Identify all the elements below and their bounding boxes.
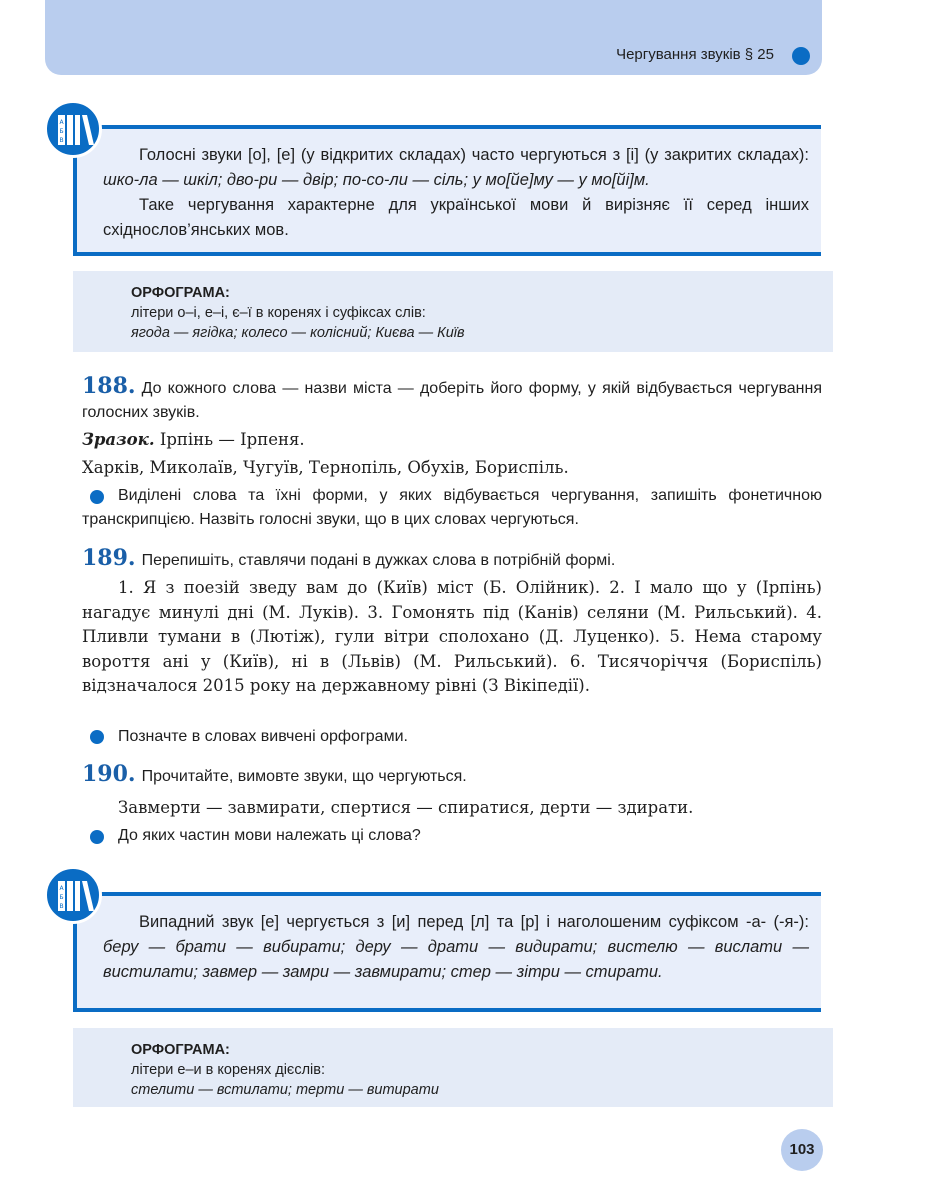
rule-paragraph: Таке чергування характерне для української мови й вирізняє її серед інших східнослов’янських мов.	[103, 196, 809, 239]
rule-box-alternation	[73, 892, 821, 1012]
svg-text:А: А	[59, 119, 64, 126]
exercise-189-text: 1. Я з поезій зведу вам до (Київ) міст (Б. Олійник). 2. І мало що у (Ірпінь) нагадує минулі дні (М. Луків). 3. Гомонять під (Канів) селяни (М. Рильський). 4. Пливли тумани в (Лютіж), гули вітри сполохано (Д. Луценко). 5. Нема старому вороття ані у (Київ), ні в (Львів) (М. Рильський). 6. Тисячоріччя (Бориспіль) відзначалося 2015 року на державному рівні (З Вікіпедії).	[82, 578, 822, 695]
orthogram-example: стелити — встилати; терти — витирати	[131, 1082, 439, 1098]
bullet-icon	[90, 730, 104, 744]
rule-box-vowels	[73, 125, 821, 256]
svg-text:В: В	[59, 137, 64, 144]
svg-text:Б: Б	[59, 894, 64, 901]
orthogram-title: ОРФОГРАМА:	[131, 285, 230, 301]
orthogram-rule: літери о–і, е–і, є–ї в коренях і суфіксах слів:	[131, 305, 426, 321]
exercise-188-task: 188. До кожного слова — назви міста — доберіть його форму, у якій відбувається чергування голосних звуків.	[82, 373, 822, 421]
exercise-188-words: Харків, Миколаїв, Чугуїв, Тернопіль, Обухів, Бориспіль.	[82, 458, 569, 477]
exercise-number: 190.	[82, 761, 136, 787]
svg-text:А: А	[59, 885, 64, 892]
orthogram-box	[73, 271, 833, 352]
exercise-189-task: 189. Перепишіть, ставлячи подані в дужках слова в потрібній формі.	[82, 545, 616, 571]
exercise-number: 189.	[82, 545, 136, 571]
svg-text:Б: Б	[59, 128, 64, 135]
exercise-number: 188.	[82, 373, 136, 399]
svg-text:В: В	[59, 903, 64, 910]
orthogram-box	[73, 1028, 833, 1107]
exercise-190-text: Завмерти — завмирати, спертися — спиратися, дерти — здирати.	[118, 798, 694, 817]
orthogram-example: ягода — ягідка; колесо — колісний; Києва — Київ	[131, 325, 465, 341]
rule-badge-icon	[44, 866, 102, 924]
bullet-icon	[90, 830, 104, 844]
orthogram-title: ОРФОГРАМА:	[131, 1042, 230, 1058]
exercise-188-bullet: Виділені слова та їхні форми, у яких відбувається чергування, запишіть фонетичною транскрипцією. Назвіть голосні звуки, що в цих словах чергуються.	[82, 487, 822, 528]
exercise-190-task: 190. Прочитайте, вимовте звуки, що чергуються.	[82, 761, 467, 787]
exercise-188-sample: Зразок. Ірпінь — Ірпеня.	[82, 430, 305, 449]
rule-paragraph: Випадний звук [е] чергується з [и] перед [л] та [р] і наголошеним суфіксом -а- (-я-): беру — брати — вибирати; деру — драти — видирати; вистелю — вислати — вистилати; завмер — замри — завмирати; стер — зітри — стирати.	[103, 913, 809, 981]
orthogram-rule: літери е–и в коренях дієслів:	[131, 1062, 325, 1078]
section-dot-icon	[792, 47, 810, 65]
page-number: 103	[781, 1129, 823, 1171]
rule-paragraph: Голосні звуки [о], [е] (у відкритих складах) часто чергуються з [і] (у закритих складах): шко-ла — шкіл; дво-ри — двір; по-со-ли — сіль; у мо[йе]му — у мо[йі]м.	[103, 146, 809, 189]
exercise-189-bullet: Позначте в словах вивчені орфограми.	[118, 728, 408, 745]
rule-badge-icon	[44, 100, 102, 158]
section-title: Чергування звуків § 25	[616, 46, 774, 63]
header-band	[45, 0, 822, 75]
exercise-190-bullet: До яких частин мови належать ці слова?	[118, 827, 421, 844]
